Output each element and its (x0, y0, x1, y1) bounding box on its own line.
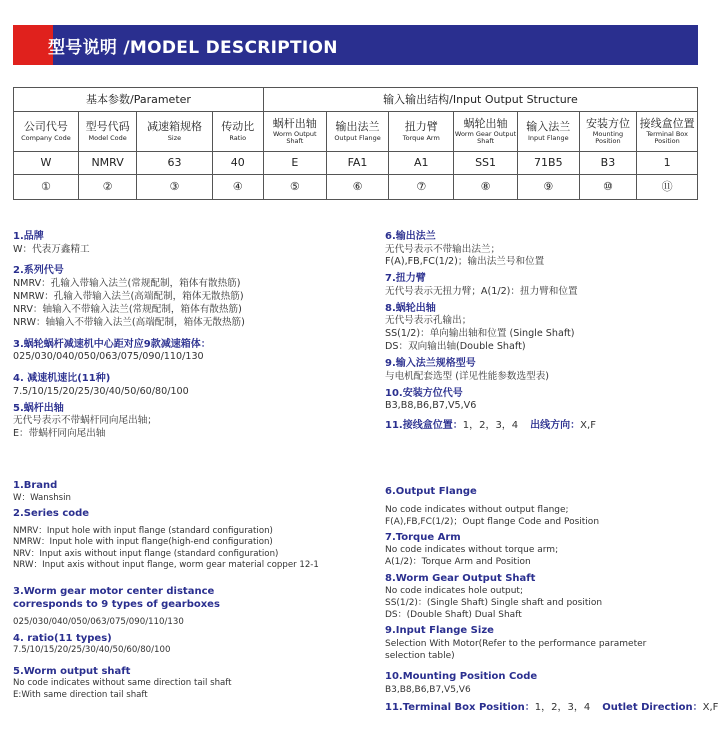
title-banner (13, 25, 698, 65)
section-text: NRV：Input axis without input flange (standard configuration) (13, 548, 279, 559)
value-cell: 63 (137, 152, 212, 175)
section-heading: 4. ratio(11 types) (13, 632, 112, 644)
page-title: 型号说明 /MODEL DESCRIPTION (48, 38, 338, 58)
index-number-cell: ⑧ (454, 175, 518, 200)
cn-description-left (13, 227, 378, 441)
section-heading: 3.Worm gear motor center distance corresponds to 9 types of gearboxes (13, 585, 220, 611)
section-heading: 4. 减速机速比(11种) (13, 373, 111, 385)
value-cell: A1 (389, 152, 454, 175)
index-number-cell: ⑪ (637, 175, 698, 200)
section-text: 7.5/10/15/20/25/30/40/50/60/80/100 (13, 645, 171, 656)
value-cell: 40 (212, 152, 263, 175)
section-text: SS(1/2)：单向输出轴和位置 (Single Shaft) (385, 328, 575, 340)
col-header-model-code: 型号代码 Model Code (78, 112, 137, 152)
section-heading: 6.输出法兰 (385, 231, 436, 242)
section-text: NMRV：孔输入带输入法兰(常规配制，箱体有散热筋) (13, 277, 241, 289)
section-text: 025/030/040/050/063/075/090/110/130 (13, 351, 204, 363)
terminal-box-line-en: 11.Terminal Box Position：1，2，3，4 Outlet Direction：X,F (385, 701, 718, 713)
section-heading: 2.系列代号 (13, 265, 64, 277)
col-header-output-flange: 输出法兰 Output Flange (326, 112, 389, 152)
section-heading: 5.Worm output shaft (13, 665, 131, 677)
col-header-torque-arm: 扭力臂 Torque Arm (389, 112, 454, 152)
section-text: B3,B8,B6,B7,V5,V6 (385, 400, 477, 412)
index-number-cell: ⑥ (326, 175, 389, 200)
section-text: F(A),FB,FC(1/2)；Oupt flange Code and Position (385, 516, 600, 527)
section-text: NMRV：Input hole with input flange (standard configuration) (13, 525, 273, 536)
section-text: B3,B8,B6,B7,V5,V6 (385, 684, 471, 695)
index-number-cell: ⑩ (579, 175, 637, 200)
section-heading: 3.蜗轮蜗杆减速机中心距对应9款减速箱体： (13, 338, 211, 350)
section-text: F(A),FB,FC(1/2)；输出法兰号和位置 (385, 256, 545, 268)
index-number-cell: ② (78, 175, 137, 200)
section-text: 无代号表示孔输出； (385, 315, 472, 327)
section-text: 与电机配套选型 (详见性能参数选型表) (385, 370, 550, 382)
col-header-input-flange: 输入法兰 Input Flange (517, 112, 579, 152)
col-header-ratio: 传动比 Ratio (212, 112, 263, 152)
en-description-left (13, 476, 378, 701)
section-text: E：带蜗杆同向尾出轴 (13, 428, 106, 439)
section-heading: 9.输入法兰规格型号 (385, 358, 476, 370)
col-header-worm-output-shaft: 蜗杆出轴 Worm Output Shaft (263, 112, 326, 152)
value-cell: NMRV (78, 152, 137, 175)
section-heading: 10.Mounting Position Code (385, 671, 538, 683)
value-cell: B3 (579, 152, 637, 175)
col-header-company-code: 公司代号 Company Code (14, 112, 79, 152)
section-text: NMRW：孔输入带输入法兰(高端配制，箱体无散热筋) (13, 290, 244, 302)
section-text: 无代号表示无扭力臂；A(1/2)：扭力臂和位置 (385, 285, 578, 297)
section-text: selection table) (385, 651, 455, 662)
index-number-cell: ④ (212, 175, 263, 200)
section-text: No code indicates without output flange; (385, 504, 569, 515)
value-cell: W (14, 152, 79, 175)
section-heading: 7.扭力臂 (385, 273, 426, 285)
col-header-terminal-box-position: 接线盒位置 Terminal Box Position (637, 112, 698, 152)
section-text: 7.5/10/15/20/25/30/40/50/60/80/100 (13, 385, 189, 397)
section-heading: 1.Brand (13, 480, 58, 491)
banner-accent (13, 25, 53, 65)
section-text: NMRW：Input hole with input flange(high-end configuration) (13, 537, 273, 548)
section-text: No code indicates without torque arm; (385, 545, 559, 556)
section-heading: 9.Input Flange Size (385, 625, 494, 637)
section-text: E:With same direction tail shaft (13, 689, 148, 700)
section-heading: 5.蜗杆出轴 (13, 402, 64, 414)
section-text: SS(1/2)：(Single Shaft) Single shaft and position (385, 598, 603, 609)
value-cell: FA1 (326, 152, 389, 175)
section-heading: 1.品牌 (13, 231, 44, 242)
section-text: 025/030/040/050/063/075/090/110/130 (13, 616, 184, 627)
en-description-right (385, 482, 718, 714)
section-text: NRW：Input axis without input flange, worm gear material copper 12-1 (13, 560, 319, 571)
section-text: DS：双向输出轴(Double Shaft) (385, 341, 526, 353)
col-header-worm-gear-output-shaft: 蜗轮出轴 Worm Gear Output Shaft (454, 112, 518, 152)
terminal-box-line: 11.接线盒位置：1，2，3，4 出线方向：X,F (385, 420, 596, 431)
index-number-cell: ⑨ (517, 175, 579, 200)
section-heading: 8.Worm Gear Output Shaft (385, 572, 536, 584)
section-text: NRV：轴输入不带输入法兰(常规配制，箱体有散热筋) (13, 303, 242, 315)
section-heading: 6.Output Flange (385, 486, 477, 497)
value-cell: E (263, 152, 326, 175)
section-text: NRW：轴输入不带输入法兰(高端配制，箱体无散热筋) (13, 316, 245, 328)
section-text: W：Wanshsin (13, 492, 71, 503)
col-header-mounting-position: 安装方位 Mounting Position (579, 112, 637, 152)
value-cell: 71B5 (517, 152, 579, 175)
index-number-cell: ③ (137, 175, 212, 200)
section-text: 无代号表示不带蜗杆同向尾出轴； (13, 415, 157, 427)
section-text: DS：(Double Shaft) Dual Shaft (385, 610, 522, 621)
section-text: A(1/2)：Torque Arm and Position (385, 557, 531, 568)
model-spec-table (13, 87, 698, 200)
section-heading: 7.Torque Arm (385, 531, 461, 543)
section-heading: 2.Series code (13, 508, 90, 520)
index-number-cell: ⑤ (263, 175, 326, 200)
group-header-io-structure: 输入输出结构/Input Output Structure (263, 88, 697, 112)
col-header-size: 减速箱规格 Size (137, 112, 212, 152)
value-cell: SS1 (454, 152, 518, 175)
cn-description-right (385, 227, 705, 433)
index-number-cell: ⑦ (389, 175, 454, 200)
group-header-parameter: 基本参数/Parameter (14, 88, 264, 112)
section-heading: 8.蜗轮出轴 (385, 302, 436, 314)
section-heading: 10.安装方位代号 (385, 387, 463, 399)
section-text: No code indicates without same direction tail shaft (13, 678, 232, 689)
section-text: No code indicates hole output; (385, 586, 523, 597)
section-text: Selection With Motor(Refer to the performance parameter (385, 638, 647, 649)
value-cell: 1 (637, 152, 698, 175)
section-text: 无代号表示不带输出法兰； (385, 243, 501, 255)
index-number-cell: ① (14, 175, 79, 200)
section-text: W：代表万鑫精工 (13, 243, 90, 255)
